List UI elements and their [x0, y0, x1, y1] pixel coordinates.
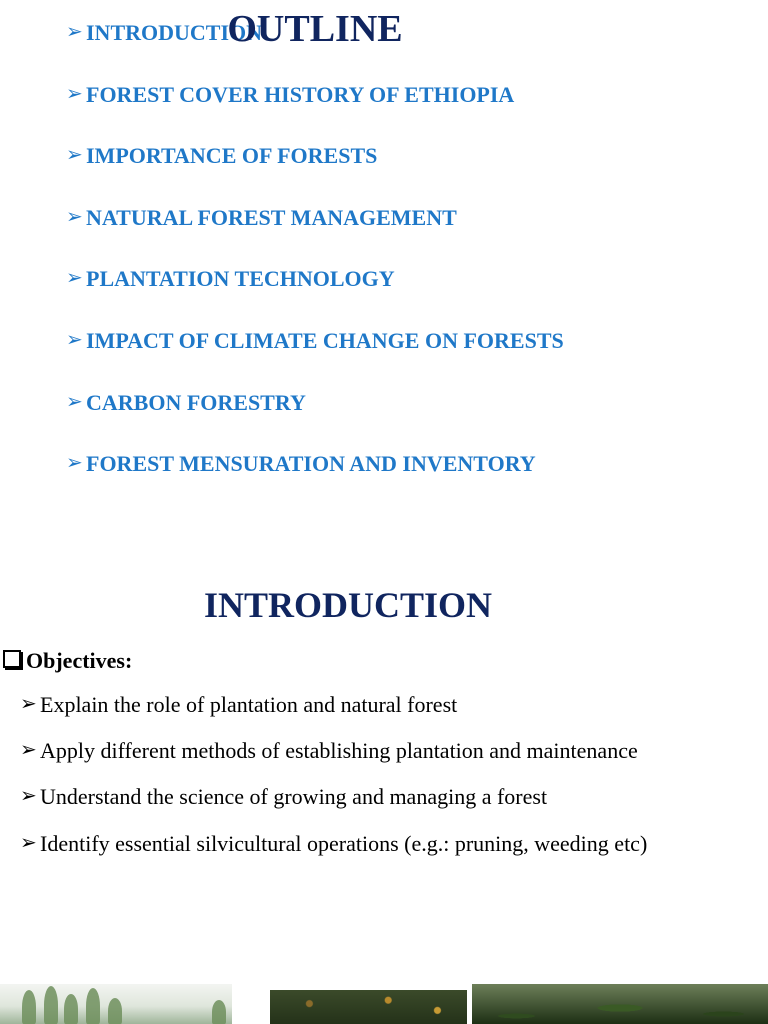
arrowhead-bullet-icon: ➢	[66, 326, 83, 351]
objective-item	[20, 690, 647, 736]
tree-shape	[22, 990, 36, 1024]
outline-item-importance-of-forests	[66, 141, 564, 203]
tree-shape	[64, 994, 78, 1024]
introduction-title: INTRODUCTION	[203, 585, 493, 625]
outline-item-climate-change-impact	[66, 326, 564, 388]
tree-shape	[212, 1000, 226, 1024]
objective-text: Understand the science of growing and managing a forest	[40, 784, 548, 810]
arrowhead-bullet-icon: ➢	[66, 142, 83, 167]
arrowhead-bullet-icon: ➢	[20, 829, 37, 854]
tree-shape	[108, 998, 122, 1024]
outline-item-label: NATURAL FOREST MANAGEMENT	[86, 204, 457, 230]
outline-item-label: FOREST COVER HISTORY OF ETHIOPIA	[86, 81, 515, 107]
plantation-photo	[0, 984, 232, 1024]
outline-item-label: IMPACT OF CLIMATE CHANGE ON FORESTS	[86, 327, 564, 353]
objective-text: Explain the role of plantation and natural forest	[40, 692, 458, 717]
arrowhead-bullet-icon: ➢	[66, 265, 83, 290]
outline-title: OUTLINE	[227, 8, 403, 50]
outline-item-plantation-technology	[66, 264, 564, 326]
objective-item	[20, 829, 647, 875]
arrowhead-bullet-icon: ➢	[66, 203, 83, 228]
tree-shape	[44, 986, 58, 1024]
checkbox-bullet-icon	[3, 650, 21, 668]
arrowhead-bullet-icon: ➢	[66, 388, 83, 413]
outline-item-label: INTRODUCTION	[86, 20, 263, 45]
arrowhead-bullet-icon: ➢	[66, 450, 83, 475]
objective-text: Apply different methods of establishing plantation and maintenance	[40, 738, 638, 764]
natural-forest-photo	[472, 984, 768, 1024]
arrowhead-bullet-icon: ➢	[66, 80, 83, 105]
outline-item-label: FOREST MENSURATION AND INVENTORY	[86, 451, 536, 477]
outline-item-carbon-forestry	[66, 388, 564, 450]
outline-item-label: CARBON FORESTRY	[86, 389, 306, 415]
objective-text: Identify essential silvicultural operations (e.g.: pruning, weeding etc)	[40, 830, 648, 856]
outline-item-label: PLANTATION TECHNOLOGY	[86, 266, 395, 292]
outline-item-forest-cover-history	[66, 80, 564, 142]
objectives-list	[20, 690, 647, 875]
outline-item-label: IMPORTANCE OF FORESTS	[86, 143, 378, 169]
outline-item-forest-mensuration	[66, 449, 564, 511]
arrowhead-bullet-icon: ➢	[20, 691, 37, 715]
outline-list	[66, 18, 564, 511]
arrowhead-bullet-icon: ➢	[66, 19, 83, 43]
orchard-photo	[270, 990, 467, 1024]
tree-shape	[86, 988, 100, 1024]
outline-item-natural-forest-management	[66, 203, 564, 265]
arrowhead-bullet-icon: ➢	[20, 783, 37, 808]
objectives-label: Objectives:	[26, 648, 133, 673]
objective-item	[20, 736, 647, 782]
arrowhead-bullet-icon: ➢	[20, 737, 37, 762]
objectives-heading	[0, 646, 132, 676]
objective-item	[20, 782, 647, 828]
